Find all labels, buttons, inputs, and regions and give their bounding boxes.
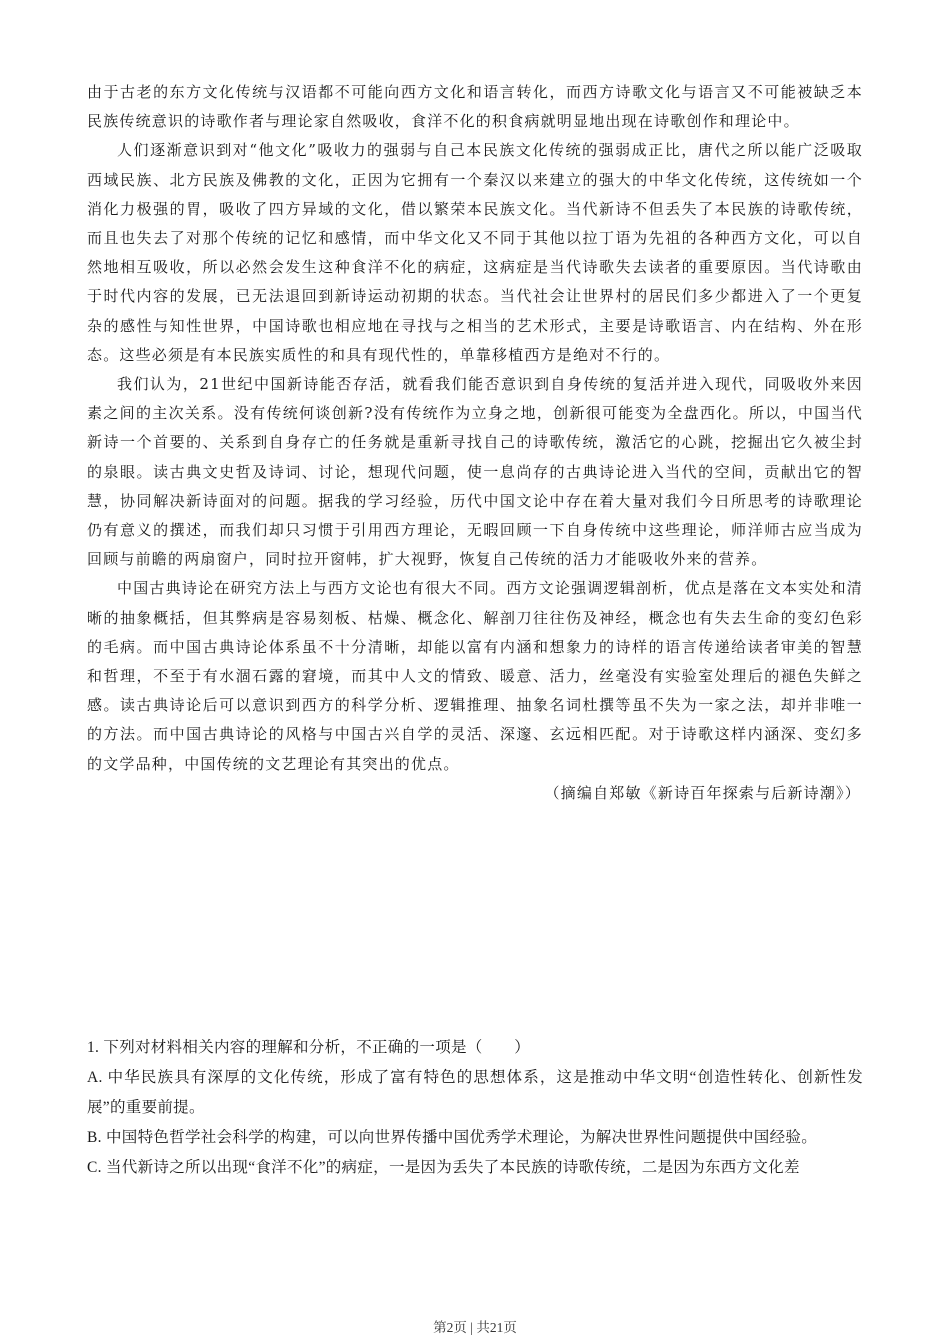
page-footer: 第2页 | 共21页	[433, 1320, 517, 1335]
paragraph-1: 由于古老的东方文化传统与汉语都不可能向西方文化和语言转化，而西方诗歌文化与语言又不可能被缺乏本民族传统意识的诗歌作者与理论家自然吸收，食洋不化的积食病就明显地出现在诗歌创作和理论中。	[87, 83, 863, 131]
paragraph-2: 人们逐渐意识到对“他文化”吸收力的强弱与自己本民族文化传统的强弱成正比，唐代之所以能广泛吸取西域民族、北方民族及佛教的文化，正因为它拥有一个秦汉以来建立的强大的中华文化传统，这传统如一个消化力极强的胃，吸收了四方异域的文化，借以繁荣本民族文化。当代新诗不但丢失了本民族的诗歌传统，而且也失去了对那个传统的记忆和感情，而中华文化又不同于其他以拉丁语为先祖的各种西方文化，可以自然地相互吸收，所以必然会发生这种食洋不化的病症，这病症是当代诗歌失去读者的重要原因。当代诗歌由于时代内容的发展，已无法退回到新诗运动初期的状态。当代社会让世界村的居民们多少都进入了一个更复杂的感性与知性世界，中国诗歌也相应地在寻找与之相当的艺术形式，主要是诗歌语言、内在结构、外在形态。这些必须是有本民族实质性的和具有现代性的，单靠移植西方是绝对不行的。	[87, 141, 863, 364]
article-body	[87, 78, 863, 808]
paragraph-3: 我们认为，21世纪中国新诗能否存活，就看我们能否意识到自身传统的复活并进入现代，同吸收外来因素之间的主次关系。没有传统何谈创新?没有传统作为立身之地，创新很可能变为全盘西化。所以，中国当代新诗一个首要的、关系到自身存亡的任务就是重新寻找自己的诗歌传统，激活它的心跳，挖掘出它久被尘封的泉眼。读古典文史哲及诗词、讨论，想现代问题，使一息尚存的古典诗论进入当代的空间，贡献出它的智慧，协同解决新诗面对的问题。据我的学习经验，历代中国文论中存在着大量对我们今日所思考的诗歌理论仍有意义的撰述，而我们却只习惯于引用西方理论，无暇回顾一下自身传统中这些理论，师洋师古应当成为回顾与前瞻的两扇窗户，同时拉开窗帏，扩大视野，恢复自己传统的活力才能吸收外来的营养。	[87, 375, 863, 569]
source-citation: （摘编自郑敏《新诗百年探索与后新诗潮》）	[544, 783, 861, 802]
paragraph-4: 中国古典诗论在研究方法上与西方文论也有很大不同。西方文论强调逻辑剖析，优点是落在文本实处和清晰的抽象概括，但其弊病是容易刻板、枯燥、概念化、解剖刀往往伤及神经，概念也有失去生命的变幻色彩的毛病。而中国古典诗论体系虽不十分清晰，却能以富有内涵和想象力的诗样的语言传递给读者审美的智慧和哲理，不至于有水涸石露的窘境，而其中人文的情致、暖意、活力，丝毫没有实验室处理后的褪色失鲜之感。读古典诗论后可以意识到西方的科学分析、逻辑推理、抽象名词杜撰等虽不失为一家之法，却并非唯一的方法。而中国古典诗论的风格与中国古兴自学的灵活、深邃、玄远相匹配。对于诗歌这样内涵深、变幻多的文学品种，中国传统的文艺理论有其突出的优点。	[87, 579, 863, 773]
option-c: C. 当代新诗之所以出现“食洋不化”的病症，一是因为丢失了本民族的诗歌传统，二是因为东西方文化差	[87, 1159, 800, 1176]
question-block	[87, 1033, 863, 1183]
option-b: B. 中国特色哲学社会科学的构建，可以向世界传播中国优秀学术理论，为解决世界性问题提供中国经验。	[87, 1129, 817, 1146]
question-stem: 1. 下列对材料相关内容的理解和分析，不正确的一项是（ ）	[87, 1039, 531, 1056]
option-a: A. 中华民族具有深厚的文化传统，形成了富有特色的思想体系，这是推动中华文明“创造性转化、创新性发展”的重要前提。	[87, 1069, 863, 1116]
